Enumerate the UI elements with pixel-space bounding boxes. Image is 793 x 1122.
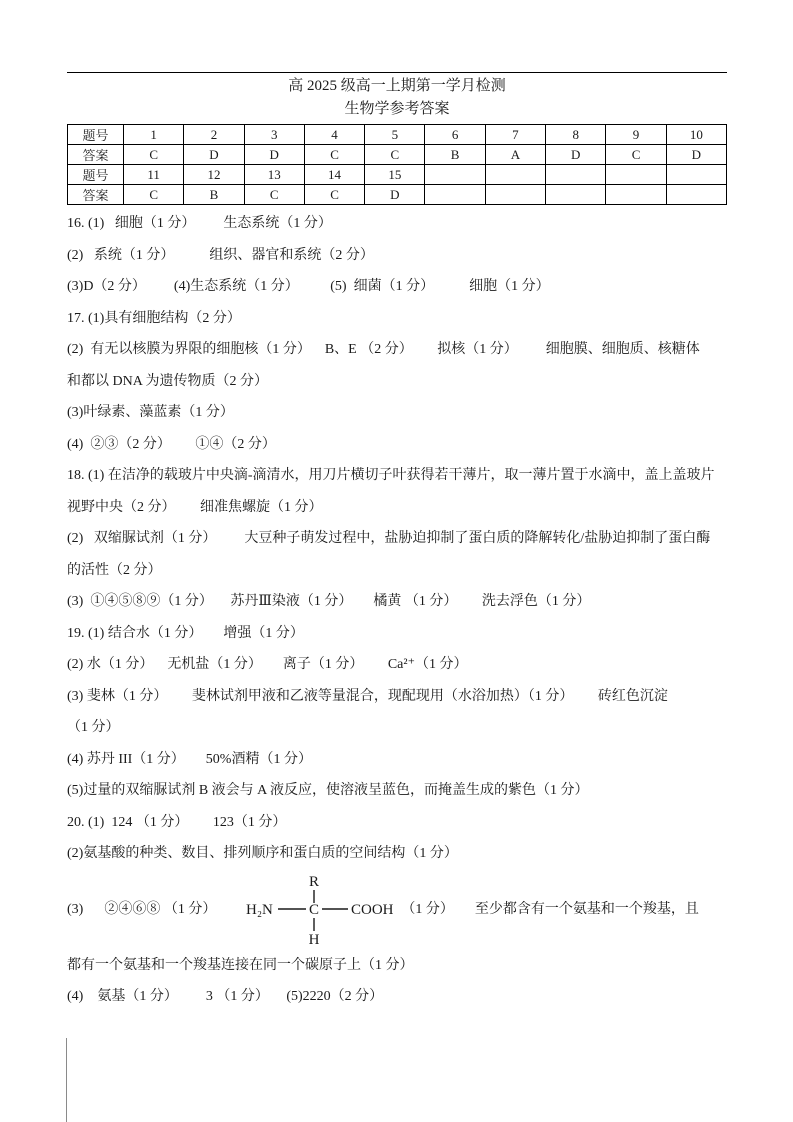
row-label-cell: 题号 — [68, 125, 124, 145]
amino-acid-structure — [244, 872, 394, 948]
answer-cell: 1 — [124, 125, 184, 145]
answer-cell — [606, 185, 666, 205]
answer-cell: D — [184, 145, 244, 165]
answer-cell: C — [606, 145, 666, 165]
answer-line: 的活性（2 分） — [67, 562, 162, 578]
answer-cell: B — [425, 145, 485, 165]
answer-cell: C — [244, 185, 304, 205]
answer-text-after-formula: （1 分） 至少都含有一个氨基和一个羧基，且 — [394, 901, 699, 917]
answer-cell — [485, 185, 545, 205]
answer-line: 16. (1) 细胞（1 分） 生态系统（1 分） — [67, 216, 332, 231]
answer-table — [67, 124, 727, 205]
answer-cell: C — [124, 145, 184, 165]
row-label-cell: 题号 — [68, 165, 124, 185]
answer-cell: 5 — [365, 125, 425, 145]
answer-cell: C — [304, 145, 364, 165]
atom-label-carboxyl: COOH — [351, 901, 394, 918]
answer-line: (2) 系统（1 分） 组织、器官和系统（2 分） — [67, 247, 374, 263]
answer-line: (3) 斐林（1 分） 斐林试剂甲液和乙液等量混合，现配现用（水浴加热）（1 分） 砖红色沉淀 — [67, 688, 668, 704]
answer-table-row — [68, 165, 727, 185]
atom-label-carbon: C — [309, 901, 320, 918]
exam-title: 高 2025 级高一上期第一学月检测 — [288, 78, 506, 94]
answer-cell: 9 — [606, 125, 666, 145]
answer-cell: D — [666, 145, 726, 165]
answer-line: 和都以 DNA 为遗传物质（2 分） — [67, 373, 269, 389]
answer-table-row — [68, 145, 727, 165]
answer-cell: 6 — [425, 125, 485, 145]
answer-line: (3) ①④⑤⑧⑨（1 分） 苏丹Ⅲ染液（1 分） 橘黄 （1 分） 洗去浮色（1 分） — [67, 594, 591, 609]
answer-cell — [546, 165, 606, 185]
atom-label-h: H — [308, 931, 320, 948]
answer-line: (4) ②③（2 分） ①④（2 分） — [67, 436, 276, 452]
answer-cell: C — [124, 185, 184, 205]
answer-cell — [485, 165, 545, 185]
answer-line: 17. (1)具有细胞结构（2 分） — [67, 310, 241, 326]
answer-cell: 8 — [546, 125, 606, 145]
answer-line: (2) 水（1 分） 无机盐（1 分） 离子（1 分） Ca²⁺（1 分） — [67, 657, 468, 672]
answer-line: (2) 双缩脲试剂（1 分） 大豆种子萌发过程中，盐胁迫抑制了蛋白质的降解转化/盐胁迫抑制了蛋白酶 — [67, 531, 711, 546]
answer-cell: 3 — [244, 125, 304, 145]
answer-cell — [425, 165, 485, 185]
answer-cell: 13 — [244, 165, 304, 185]
answer-line: (4) 苏丹 III（1 分） 50%酒精（1 分） — [67, 751, 312, 767]
answer-cell: D — [546, 145, 606, 165]
answer-cell: 15 — [365, 165, 425, 185]
atom-label-r: R — [309, 873, 320, 890]
answer-table-row — [68, 185, 727, 205]
answer-line: (3)D（2 分） (4)生态系统（1 分） (5) 细菌（1 分） 细胞（1 分） — [67, 279, 550, 294]
page-edge-line — [66, 1038, 67, 1122]
answer-cell: 4 — [304, 125, 364, 145]
answers-section — [67, 208, 727, 1013]
answer-line-with-formula — [67, 870, 727, 950]
atom-label-amine: H₂N — [246, 901, 274, 918]
row-label-cell: 答案 — [68, 145, 124, 165]
answer-cell — [666, 165, 726, 185]
row-label-cell: 答案 — [68, 185, 124, 205]
answer-cell: A — [485, 145, 545, 165]
answer-line: 19. (1) 结合水（1 分） 增强（1 分） — [67, 625, 304, 641]
answer-line: 都有一个氨基和一个羧基连接在同一个碳原子上（1 分） — [67, 957, 414, 973]
answer-line: （1 分） — [67, 720, 120, 735]
answer-cell — [666, 185, 726, 205]
answer-cell — [425, 185, 485, 205]
answer-cell: C — [365, 145, 425, 165]
answer-cell: 7 — [485, 125, 545, 145]
answer-cell: D — [244, 145, 304, 165]
answer-line: (4) 氨基（1 分） 3 （1 分） (5)2220（2 分） — [67, 989, 384, 1004]
answer-line: (2) 有无以核膜为界限的细胞核（1 分） B、E （2 分） 拟核（1 分） 细胞膜、细胞质、核糖体 — [67, 342, 700, 357]
answer-line: (5)过量的双缩脲试剂 B 液会与 A 液反应，使溶液呈蓝色，而掩盖生成的紫色（1 分） — [67, 783, 589, 798]
answer-cell — [546, 185, 606, 205]
answer-cell: 2 — [184, 125, 244, 145]
answer-line: 视野中央（2 分） 细准焦螺旋（1 分） — [67, 499, 323, 515]
answer-cell: 10 — [666, 125, 726, 145]
answer-line: (3)叶绿素、藻蓝素（1 分） — [67, 405, 234, 420]
answer-line: (2)氨基酸的种类、数目、排列顺序和蛋白质的空间结构（1 分） — [67, 846, 458, 861]
answer-cell: B — [184, 185, 244, 205]
document-content — [67, 0, 727, 1013]
answer-cell: C — [304, 185, 364, 205]
answer-cell — [606, 165, 666, 185]
answer-cell: 12 — [184, 165, 244, 185]
answer-line: 20. (1) 124 （1 分） 123（1 分） — [67, 814, 287, 830]
answer-table-row — [68, 125, 727, 145]
answer-line: 18. (1) 在洁净的载玻片中央滴-滴清水，用刀片横切子叶获得若干薄片，取一薄片置于水滴中，盖上盖玻片 — [67, 468, 715, 483]
answer-text-before-formula: (3) ②④⑥⑧ （1 分） — [67, 901, 245, 917]
answer-cell: 11 — [124, 165, 184, 185]
answer-sheet-title: 生物学参考答案 — [344, 101, 450, 117]
answer-cell: D — [365, 185, 425, 205]
answer-cell: 14 — [304, 165, 364, 185]
